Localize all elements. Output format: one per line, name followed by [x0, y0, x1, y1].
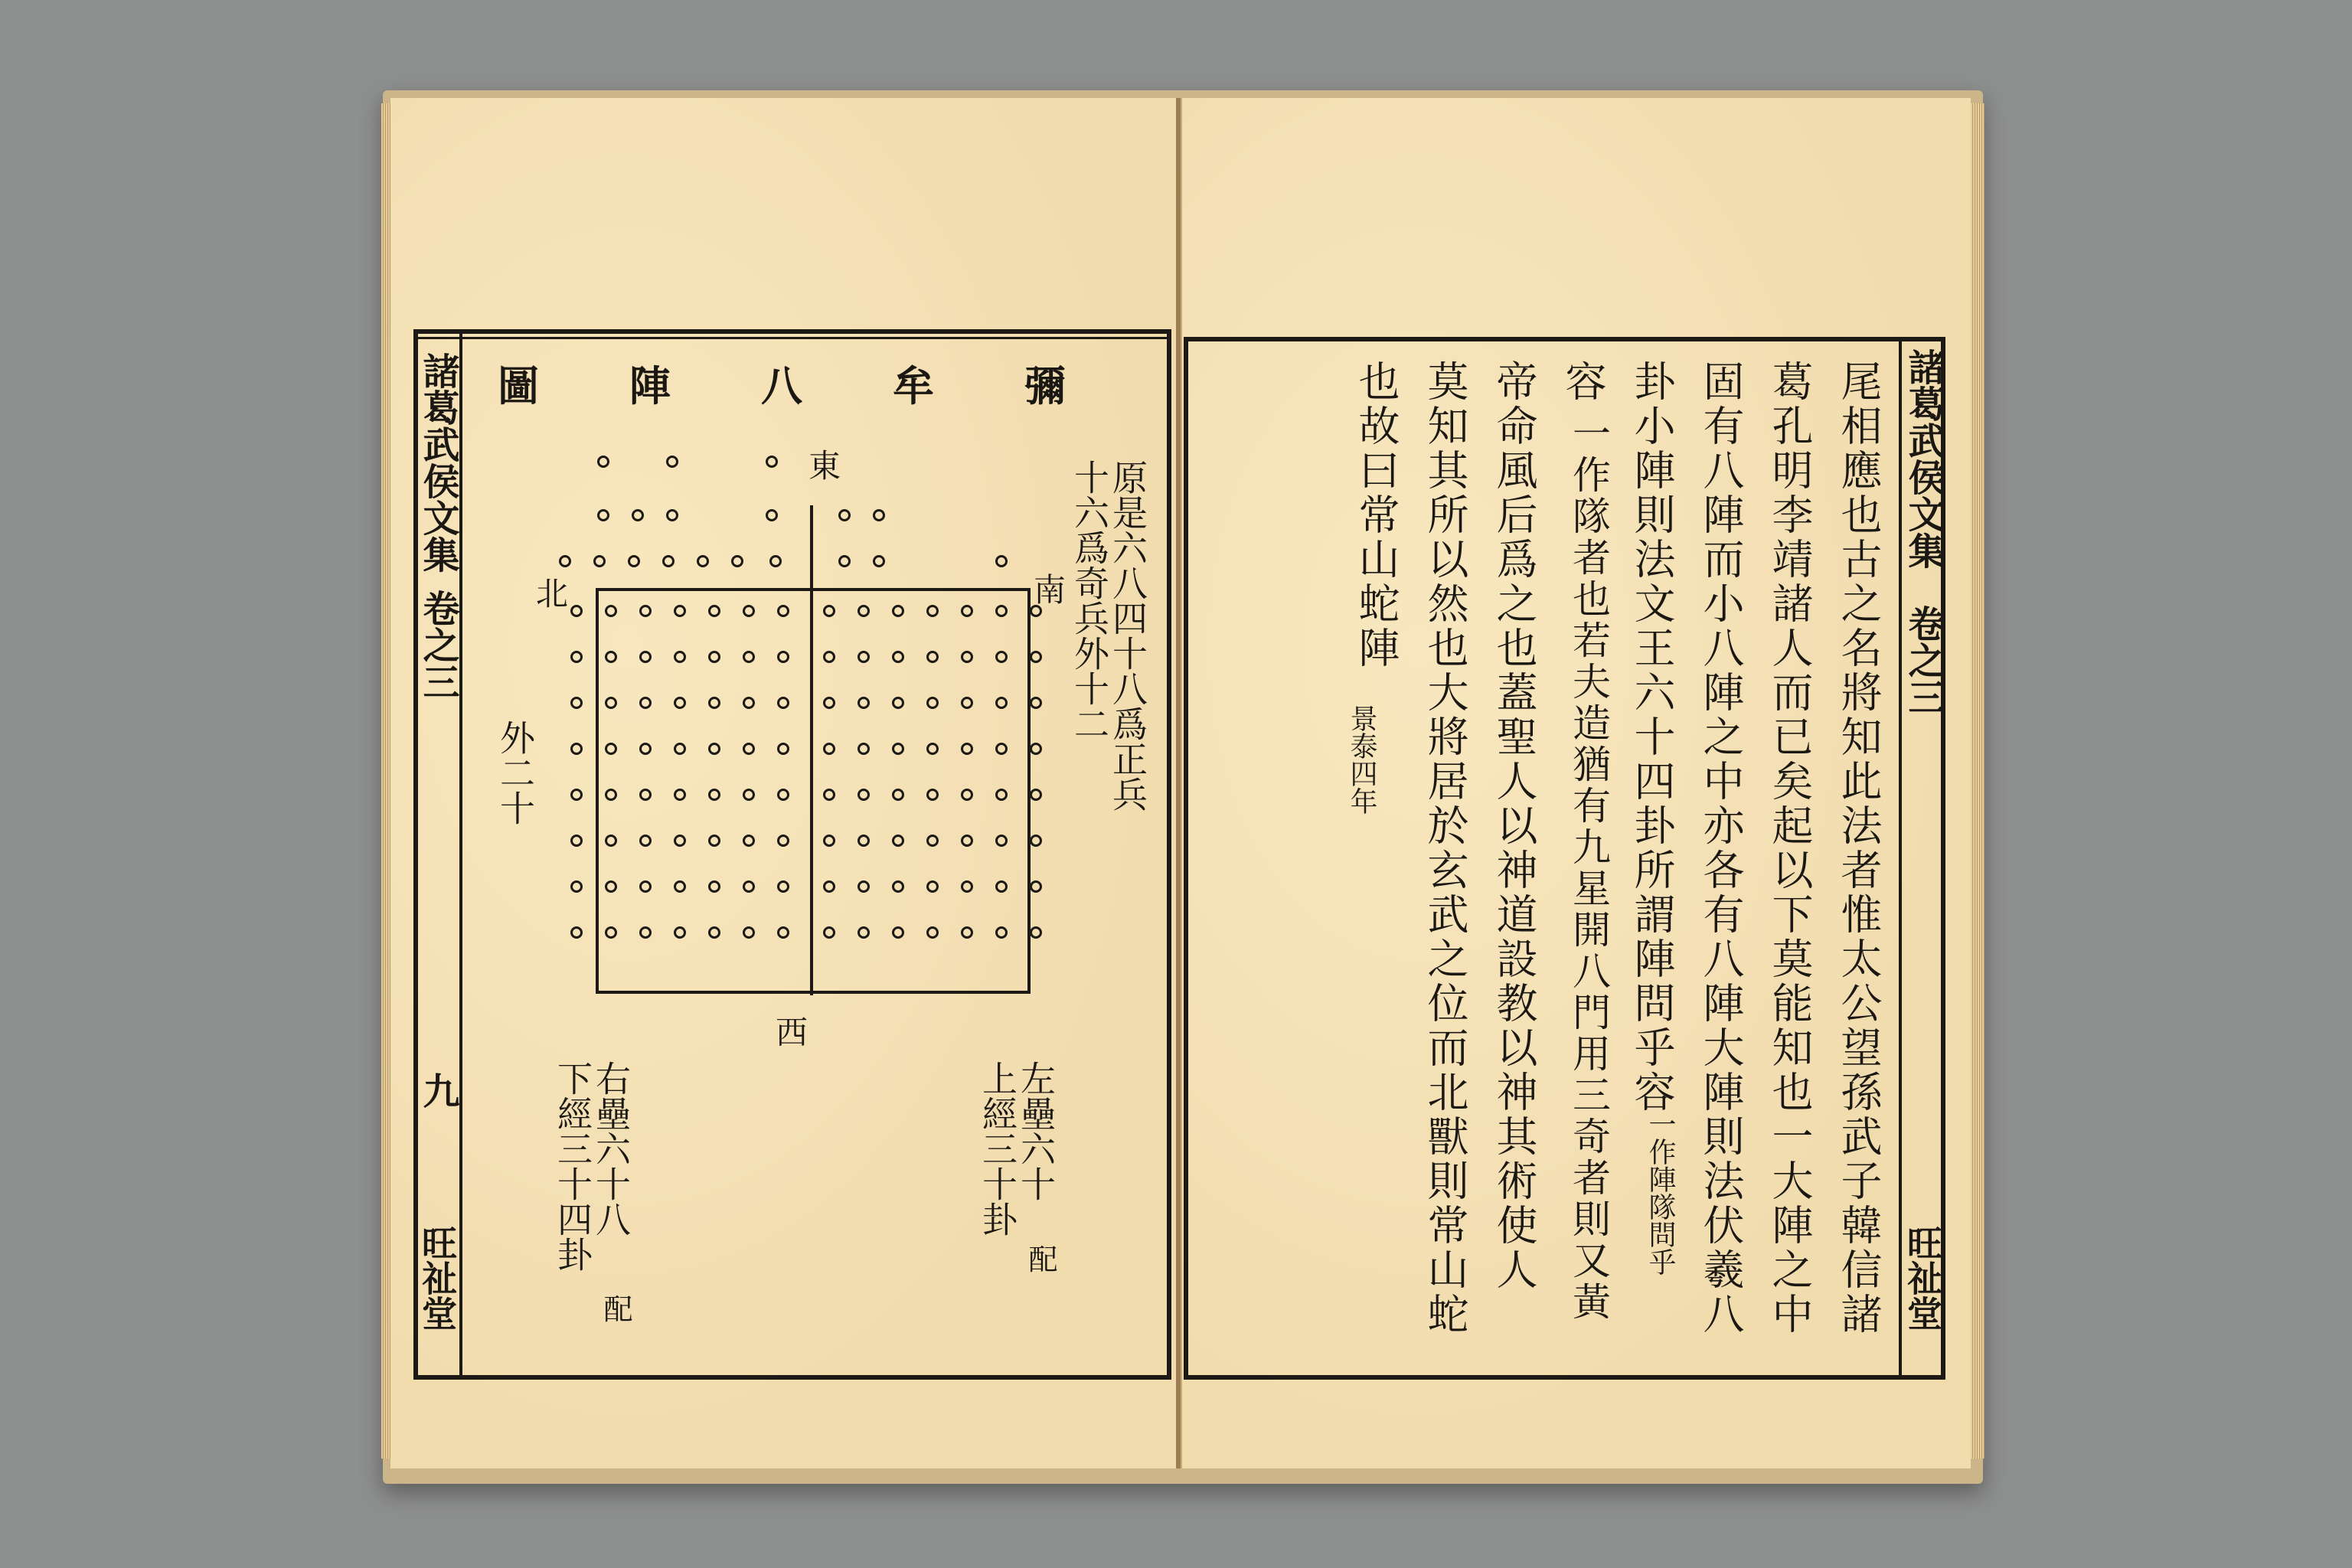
show-through-text: [880, 259, 920, 294]
soldier-mark: [892, 835, 904, 847]
soldier-mark: [674, 880, 686, 893]
soldier-mark: [777, 697, 789, 709]
left-margin-rule: [459, 329, 462, 1380]
soldier-mark: [873, 555, 885, 567]
soldier-mark: [605, 835, 617, 847]
soldier-mark: [632, 509, 644, 521]
direction-north: 北: [536, 575, 569, 612]
soldier-mark: [1030, 926, 1042, 939]
soldier-mark: [570, 835, 583, 847]
text-column-4-annotation: 一作陣隊問乎: [1645, 1110, 1676, 1276]
soldier-mark: [1030, 605, 1042, 617]
soldier-mark: [674, 835, 686, 847]
text-column-5-annotation: 一作隊者也若夫造猶有九星開八門用三奇者則又黃: [1566, 413, 1611, 1323]
soldier-mark: [570, 651, 583, 663]
soldier-mark: [961, 835, 973, 847]
note-left-upper-small: 配: [1024, 1244, 1057, 1273]
soldier-mark: [892, 651, 904, 663]
soldier-mark: [995, 697, 1008, 709]
soldier-mark: [926, 835, 939, 847]
direction-south: 南: [1034, 571, 1067, 609]
soldier-mark: [892, 880, 904, 893]
soldier-mark: [708, 835, 720, 847]
soldier-mark: [858, 605, 870, 617]
soldier-mark: [777, 651, 789, 663]
soldier-mark: [926, 926, 939, 939]
soldier-mark: [666, 509, 678, 521]
soldier-mark: [674, 651, 686, 663]
soldier-mark: [628, 555, 640, 567]
soldier-mark: [605, 789, 617, 801]
soldier-mark: [639, 651, 652, 663]
direction-west: 西: [776, 1014, 808, 1051]
text-column-5: 容: [1559, 360, 1607, 401]
soldier-mark: [593, 555, 606, 567]
soldier-mark: [858, 789, 870, 801]
left-margin-page-number: 九: [416, 1072, 459, 1109]
soldier-mark: [892, 926, 904, 939]
soldier-mark: [858, 926, 870, 939]
soldier-mark: [766, 456, 778, 468]
text-column-8: 也故曰常山蛇陣: [1352, 360, 1400, 671]
note-left-upper-col-1: 左壘六十: [1015, 1060, 1057, 1201]
soldier-mark: [777, 880, 789, 893]
soldier-mark: [961, 789, 973, 801]
soldier-mark: [1030, 880, 1042, 893]
diagram-title: [498, 354, 1156, 410]
left-margin-publisher: 旺祉堂: [416, 1225, 458, 1331]
soldier-mark: [766, 509, 778, 521]
soldier-mark: [823, 926, 835, 939]
soldier-mark: [743, 880, 755, 893]
soldier-mark: [639, 835, 652, 847]
soldier-mark: [570, 789, 583, 801]
soldier-mark: [995, 651, 1008, 663]
text-column-8-annotation: 景泰四年: [1346, 704, 1377, 815]
soldier-mark: [639, 926, 652, 939]
diagram-title-text: 彌牟八陣圖: [498, 361, 1156, 410]
soldier-mark: [961, 697, 973, 709]
soldier-mark: [858, 743, 870, 755]
soldier-mark: [1030, 789, 1042, 801]
soldier-mark: [674, 605, 686, 617]
soldier-mark: [605, 651, 617, 663]
soldier-mark: [995, 880, 1008, 893]
soldier-mark: [926, 697, 939, 709]
left-margin-title: 諸葛武侯文集: [416, 352, 459, 573]
soldier-mark: [823, 651, 835, 663]
soldier-mark: [605, 743, 617, 755]
soldier-mark: [639, 743, 652, 755]
soldier-mark: [605, 605, 617, 617]
note-left-upper-col-2: 上經三十卦: [977, 1060, 1018, 1236]
soldier-mark: [892, 697, 904, 709]
soldier-mark: [961, 651, 973, 663]
diagram-note-col-2: 十六爲奇兵外十二: [1069, 459, 1110, 741]
soldier-mark: [731, 555, 743, 567]
soldier-mark: [892, 743, 904, 755]
soldier-mark: [666, 456, 678, 468]
diagram-note-outer: 外二十: [495, 720, 536, 825]
soldier-mark: [674, 743, 686, 755]
soldier-mark: [708, 789, 720, 801]
soldier-mark: [961, 743, 973, 755]
soldier-mark: [995, 789, 1008, 801]
soldier-mark: [570, 880, 583, 893]
soldier-mark: [570, 697, 583, 709]
soldier-mark: [639, 880, 652, 893]
soldier-mark: [639, 605, 652, 617]
soldier-mark: [1030, 835, 1042, 847]
soldier-mark: [823, 697, 835, 709]
soldier-mark: [926, 651, 939, 663]
text-column-2: 葛孔明李靖諸人而已矣起以下莫能知也一大陣之中: [1766, 360, 1814, 1337]
soldier-mark: [662, 555, 675, 567]
soldier-mark: [708, 926, 720, 939]
soldier-mark: [823, 880, 835, 893]
soldier-mark: [743, 789, 755, 801]
soldier-mark: [995, 835, 1008, 847]
right-margin-title: 諸葛武侯文集: [1902, 348, 1945, 569]
left-margin-volume: 卷之三: [416, 590, 459, 700]
note-left-lower-small: 配: [599, 1294, 632, 1323]
soldier-mark: [708, 743, 720, 755]
soldier-mark: [995, 605, 1008, 617]
soldier-mark: [892, 789, 904, 801]
soldier-mark: [823, 789, 835, 801]
soldier-mark: [743, 697, 755, 709]
text-column-7: 莫知其所以然也大將居於玄武之位而北獸則常山蛇: [1421, 360, 1469, 1337]
soldier-mark: [1030, 743, 1042, 755]
soldier-mark: [892, 605, 904, 617]
soldier-mark: [858, 835, 870, 847]
soldier-mark: [639, 789, 652, 801]
soldier-mark: [743, 651, 755, 663]
soldier-mark: [674, 789, 686, 801]
soldier-mark: [926, 605, 939, 617]
soldier-mark: [559, 555, 571, 567]
soldier-mark: [858, 651, 870, 663]
soldier-mark: [961, 605, 973, 617]
soldier-mark: [639, 697, 652, 709]
soldier-mark: [1030, 697, 1042, 709]
direction-east: 東: [808, 447, 841, 485]
soldier-mark: [708, 880, 720, 893]
soldier-mark: [823, 743, 835, 755]
formation-axis: [810, 505, 813, 995]
soldier-mark: [570, 743, 583, 755]
soldier-mark: [708, 697, 720, 709]
soldier-mark: [995, 555, 1008, 567]
right-margin-volume: 卷之三: [1902, 605, 1945, 715]
soldier-mark: [838, 555, 851, 567]
soldier-mark: [995, 743, 1008, 755]
soldier-mark: [570, 926, 583, 939]
soldier-mark: [769, 555, 782, 567]
soldier-mark: [1030, 651, 1042, 663]
soldier-mark: [961, 880, 973, 893]
soldier-mark: [777, 789, 789, 801]
right-margin-publisher: 旺祉堂: [1902, 1225, 1943, 1331]
soldier-mark: [605, 697, 617, 709]
soldier-mark: [858, 697, 870, 709]
text-column-3: 固有八陣而小八陣之中亦各有八陣大陣則法伏羲八: [1697, 360, 1745, 1337]
soldier-mark: [777, 835, 789, 847]
soldier-mark: [858, 880, 870, 893]
soldier-mark: [961, 926, 973, 939]
soldier-mark: [605, 880, 617, 893]
soldier-mark: [597, 509, 609, 521]
note-left-lower-col-1: 右壘六十八: [590, 1060, 632, 1236]
soldier-mark: [743, 743, 755, 755]
soldier-mark: [697, 555, 709, 567]
soldier-mark: [823, 605, 835, 617]
soldier-mark: [823, 835, 835, 847]
note-left-lower-col-2: 下經三十四卦: [552, 1060, 593, 1272]
soldier-mark: [674, 926, 686, 939]
soldier-mark: [926, 880, 939, 893]
soldier-mark: [873, 509, 885, 521]
soldier-mark: [743, 835, 755, 847]
diagram-note-col-1: 原是六八四十八爲正兵: [1107, 459, 1148, 812]
soldier-mark: [777, 605, 789, 617]
soldier-mark: [926, 743, 939, 755]
soldier-mark: [995, 926, 1008, 939]
text-column-4: 卦小陣則法文王六十四卦所謂陣問乎容: [1628, 360, 1676, 1115]
soldier-mark: [777, 926, 789, 939]
soldier-mark: [838, 509, 851, 521]
soldier-mark: [743, 605, 755, 617]
soldier-mark: [708, 651, 720, 663]
soldier-mark: [597, 456, 609, 468]
soldier-mark: [674, 697, 686, 709]
text-column-6: 帝命風后爲之也蓋聖人以神道設教以神其術使人: [1490, 360, 1538, 1292]
soldier-mark: [743, 926, 755, 939]
soldier-mark: [926, 789, 939, 801]
left-frame-top-rule: [413, 337, 1171, 339]
soldier-mark: [570, 605, 583, 617]
soldier-mark: [777, 743, 789, 755]
soldier-mark: [605, 926, 617, 939]
text-column-1: 尾相應也古之名將知此法者惟太公望孫武子韓信諸: [1834, 360, 1883, 1337]
right-page-frame: [1184, 337, 1945, 1380]
soldier-mark: [708, 605, 720, 617]
